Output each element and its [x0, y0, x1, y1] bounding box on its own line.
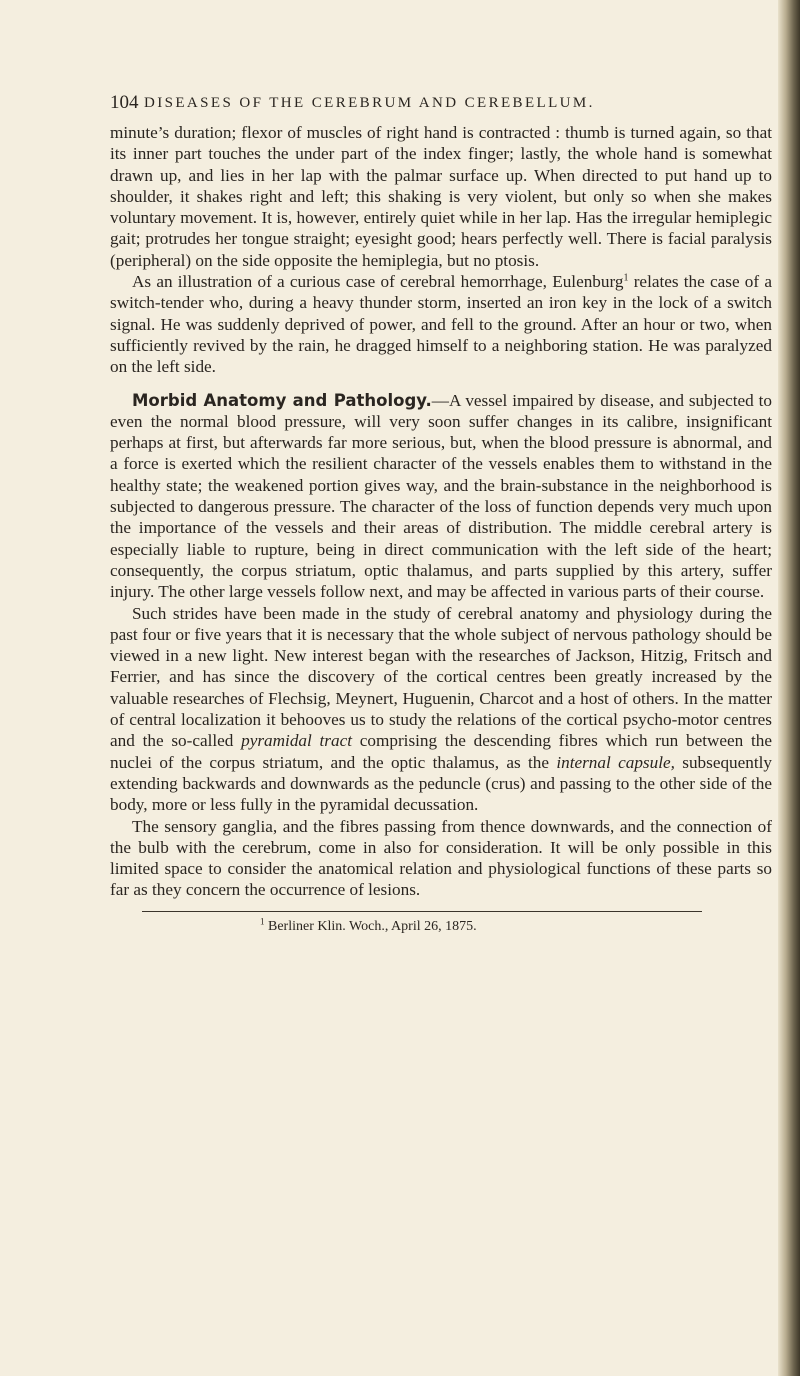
footnote-text: Berliner Klin. Woch., April 26, 1875.	[264, 918, 477, 934]
term-internal-capsule: internal capsule,	[556, 752, 675, 772]
book-page	[110, 92, 772, 936]
paragraph-eulenburg-rest: relates the case of a switch-tender who, during a heavy thunder storm, inserted an iron key in the lock of a switch signal. He was suddenly deprived of power, and fell to the ground. After an hour or two, when sufficiently revived by the rain, he dragged himself to a neighboring station. He was paralyzed on the left side.	[110, 272, 772, 377]
paragraph-morbid-anatomy-text: —A vessel impaired by disease, and subjected to even the normal blood pressure, will very soon suffer changes in its calibre, insignificant perhaps at first, but afterwards far more serious, but, when the blood pressure is abnormal, and a force is exerted which the resilient character of the vessels enables them to withstand in the healthy state; the weakened portion gives way, and the brain-substance in the neighborhood is subjected to dangerous pressure. The character of the loss of function depends very much upon the importance of the vessels and their areas of distribution. The middle cerebral artery is especially liable to rupture, being in direct communication with the left side of the heart; consequently, the corpus striatum, optic thalamus, and parts supplied by this artery, suffer injury. The other large vessels follow next, and may be affected in various parts of their course.	[110, 390, 772, 602]
running-title: DISEASES OF THE CEREBRUM AND CEREBELLUM.	[144, 95, 595, 111]
page-number: 104	[110, 92, 139, 113]
term-pyramidal-tract: pyramidal tract	[241, 731, 352, 751]
paragraph-morbid-anatomy	[110, 390, 772, 603]
footnote-reference: 1	[623, 272, 629, 284]
paragraph-cerebral-anatomy-part1: Such strides have been made in the study of cerebral anatomy and physiology during the past four or five years that it is necessary that the whole subject of nervous pathology should be viewed in a new light. New interest began with the researches of Jackson, Hitzig, Fritsch and Ferrier, and has since the discovery of the cortical centres been greatly increased by the valuable researches of Flechsig, Meynert, Huguenin, Charcot and a host of others. In the matter of central localization it behooves us to study the relations of the cortical psycho-motor centres and the so-called	[110, 603, 772, 751]
paragraph-eulenburg-intro: As an illustration of a curious case of cerebral hemorrhage, Eulenburg	[132, 272, 624, 292]
paragraph-cerebral-anatomy-part3: subsequently extending backwards and downwards as the peduncle (crus) and passing to the other side of the body, more or less fully in the pyramidal decussation.	[110, 752, 773, 815]
footnote	[110, 918, 772, 936]
section-heading-morbid-anatomy: Morbid Anatomy and Pathology.	[132, 390, 432, 410]
running-head	[110, 92, 772, 118]
paragraph-sensory-ganglia: The sensory ganglia, and the fibres passing from thence downwards, and the connection of the bulb with the cerebrum, come in also for consideration. It will be only possible in this limited space to consider the anatomical relation and physiological functions of these parts so far as they concern the occurrence of lesions.	[110, 816, 772, 900]
footnote-divider	[142, 911, 702, 912]
body-text	[110, 122, 772, 901]
paragraph-cerebral-anatomy-part2: comprising the descending fibres which run between the nuclei of the corpus striatum, and the optic thalamus, as the	[110, 731, 772, 772]
page-edge-shadow	[778, 0, 800, 1376]
paragraph-eulenburg-case	[110, 271, 772, 377]
paragraph-cerebral-anatomy	[110, 603, 772, 816]
footnote-mark: 1	[260, 916, 265, 927]
paragraph-case-description: minute’s duration; flexor of muscles of right hand is contracted : thumb is turned again, so that its inner part touches the under part of the index finger; lastly, the whole hand is somewhat drawn up, and lies in her lap with the palmar surface up. When directed to put hand up to shoulder, it shakes right and left; this shaking is very violent, but only so when she makes voluntary movement. It is, however, entirely quiet while in her lap. Has the irregular hemiplegic gait; protrudes her tongue straight; eyesight good; hears perfectly well. There is facial paralysis (peripheral) on the side opposite the hemiplegia, but no ptosis.	[110, 123, 772, 270]
